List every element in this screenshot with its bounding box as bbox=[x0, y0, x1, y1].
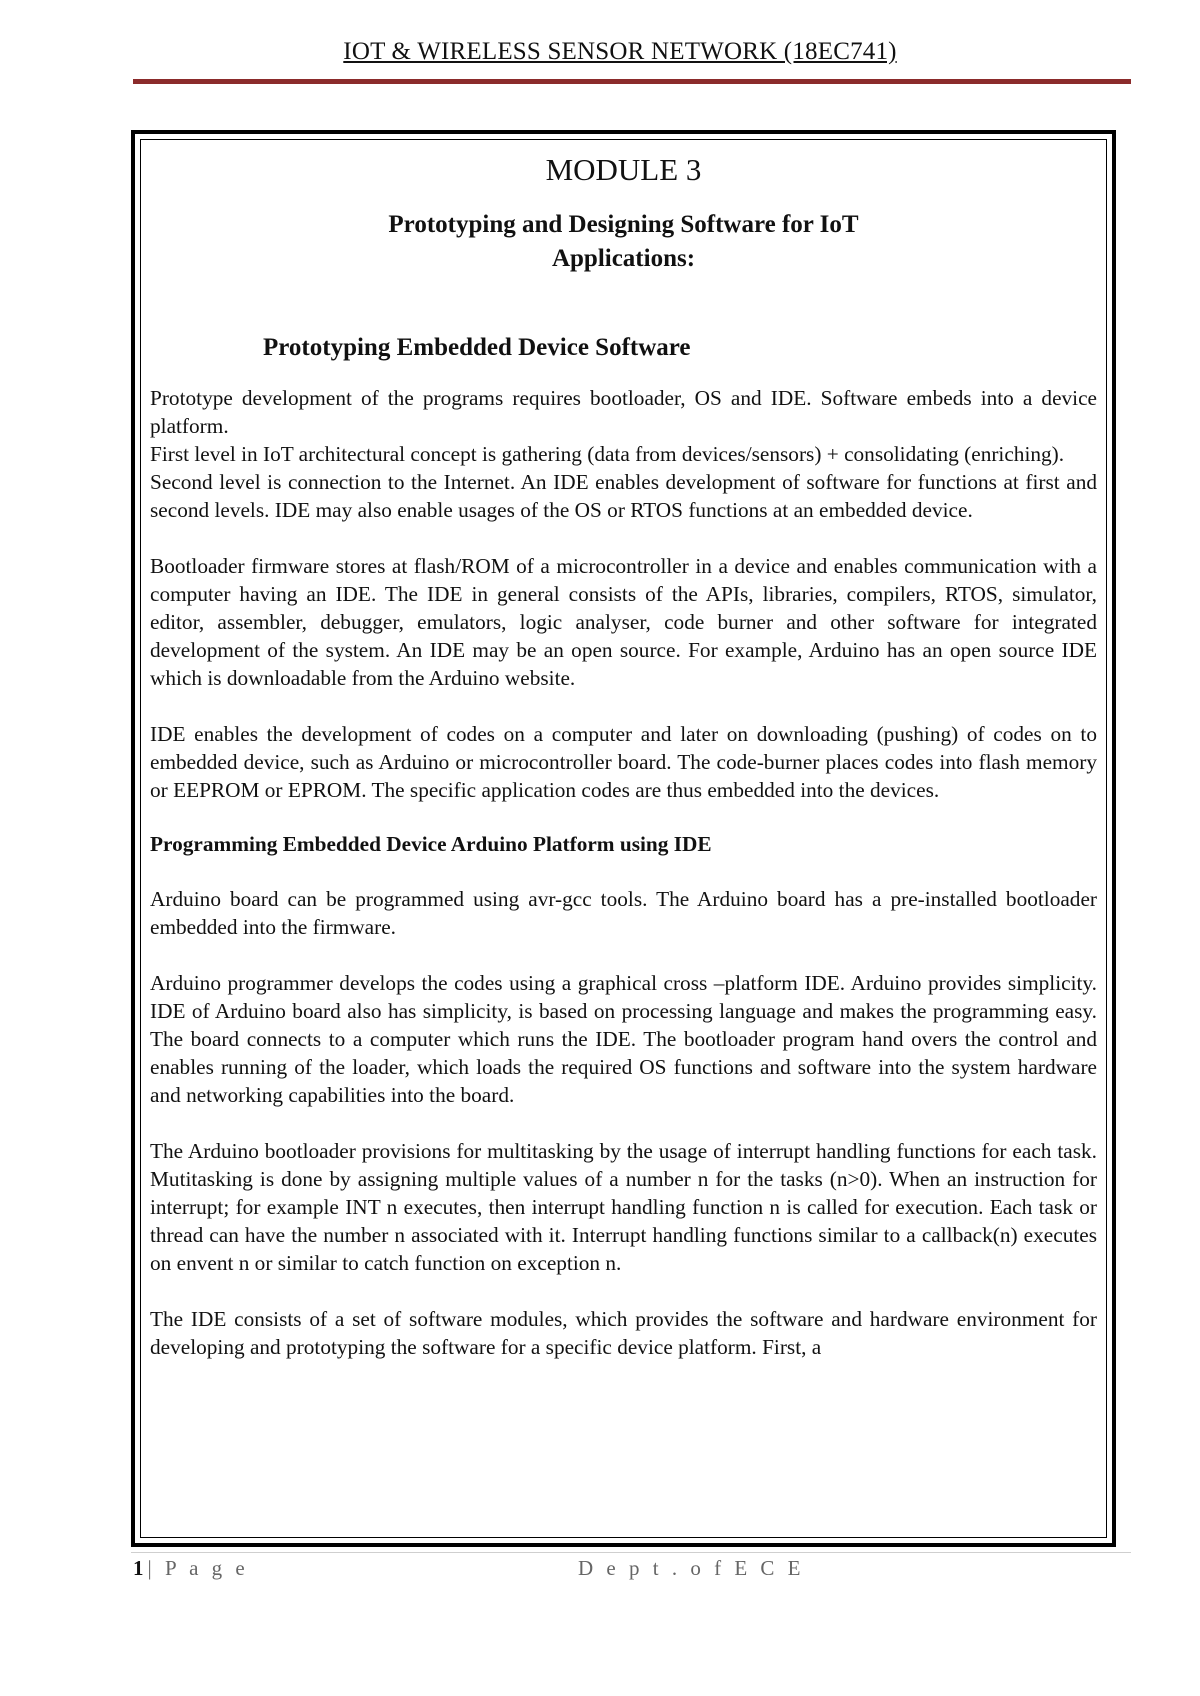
page-content bbox=[150, 150, 1097, 1361]
paragraph-9: The IDE consists of a set of software modules, which provides the software and hardware environment for developing and prototyping the software for a specific device platform. First, a bbox=[150, 1307, 1097, 1359]
paragraph-5: IDE enables the development of codes on a computer and later on downloading (pushing) of codes on to embedded device, such as Arduino or microcontroller board. The code-burner places codes into flash memory or EEPROM or EPROM. The specific application codes are thus embedded into the devices. bbox=[150, 722, 1097, 802]
paragraph-6: Arduino board can be programmed using avr-gcc tools. The Arduino board has a pre-installed bootloader embedded into the firmware. bbox=[150, 887, 1097, 939]
paragraph-1: Prototype development of the programs requires bootloader, OS and IDE. Software embeds into a device platform. bbox=[150, 386, 1097, 438]
page-label: | P a g e bbox=[147, 1556, 249, 1580]
page-footer bbox=[133, 1556, 805, 1581]
module-title bbox=[150, 208, 1097, 276]
header-rule bbox=[133, 79, 1131, 84]
section-heading: Prototyping Embedded Device Software bbox=[263, 334, 691, 361]
running-header-title: IOT & WIRELESS SENSOR NETWORK (18EC741) bbox=[343, 38, 897, 65]
module-title-line-1: Prototyping and Designing Software for IoT bbox=[388, 211, 859, 238]
page-border-frame bbox=[131, 130, 1116, 1547]
department-label: D e p t . o f E C E bbox=[578, 1556, 805, 1580]
paragraph-3: Second level is connection to the Internet. An IDE enables development of software for functions at first and second levels. IDE may also enable usages of the OS or RTOS functions at an embedded device. bbox=[150, 470, 1097, 522]
page-number: 1 bbox=[133, 1556, 144, 1580]
subsection-heading: Programming Embedded Device Arduino Platform using IDE bbox=[150, 832, 712, 856]
module-label: MODULE 3 bbox=[545, 152, 702, 187]
page-border-inner bbox=[140, 139, 1107, 1538]
module-title-line-2: Applications: bbox=[551, 245, 696, 272]
paragraph-2: First level in IoT architectural concept is gathering (data from devices/sensors) + consolidating (enriching). bbox=[150, 442, 1065, 466]
paragraph-8: The Arduino bootloader provisions for multitasking by the usage of interrupt handling functions for each task. Mutitasking is done by assigning multiple values of a number n for the tasks (n>0). When an instruction for interrupt; for example INT n executes, then interrupt handling function n is called for execution. Each task or thread can have the number n associated with it. Interrupt handling functions similar to a callback(n) executes on envent n or similar to catch function on exception n. bbox=[150, 1139, 1097, 1275]
footer-rule bbox=[131, 1552, 1131, 1553]
paragraph-4: Bootloader firmware stores at flash/ROM of a microcontroller in a device and enables communication with a computer having an IDE. The IDE in general consists of the APIs, libraries, compilers, RTOS, simulator, editor, assembler, debugger, emulators, logic analyser, code burner and other software for integrated development of the system. An IDE may be an open source. For example, Arduino has an open source IDE which is downloadable from the Arduino website. bbox=[150, 554, 1097, 690]
paragraph-7: Arduino programmer develops the codes using a graphical cross –platform IDE. Arduino provides simplicity. IDE of Arduino board also has simplicity, is based on processing language and makes the programming easy. The board connects to a computer which runs the IDE. The bootloader program hand overs the control and enables running of the loader, which loads the required OS functions and software into the system hardware and networking capabilities into the board. bbox=[150, 971, 1097, 1107]
